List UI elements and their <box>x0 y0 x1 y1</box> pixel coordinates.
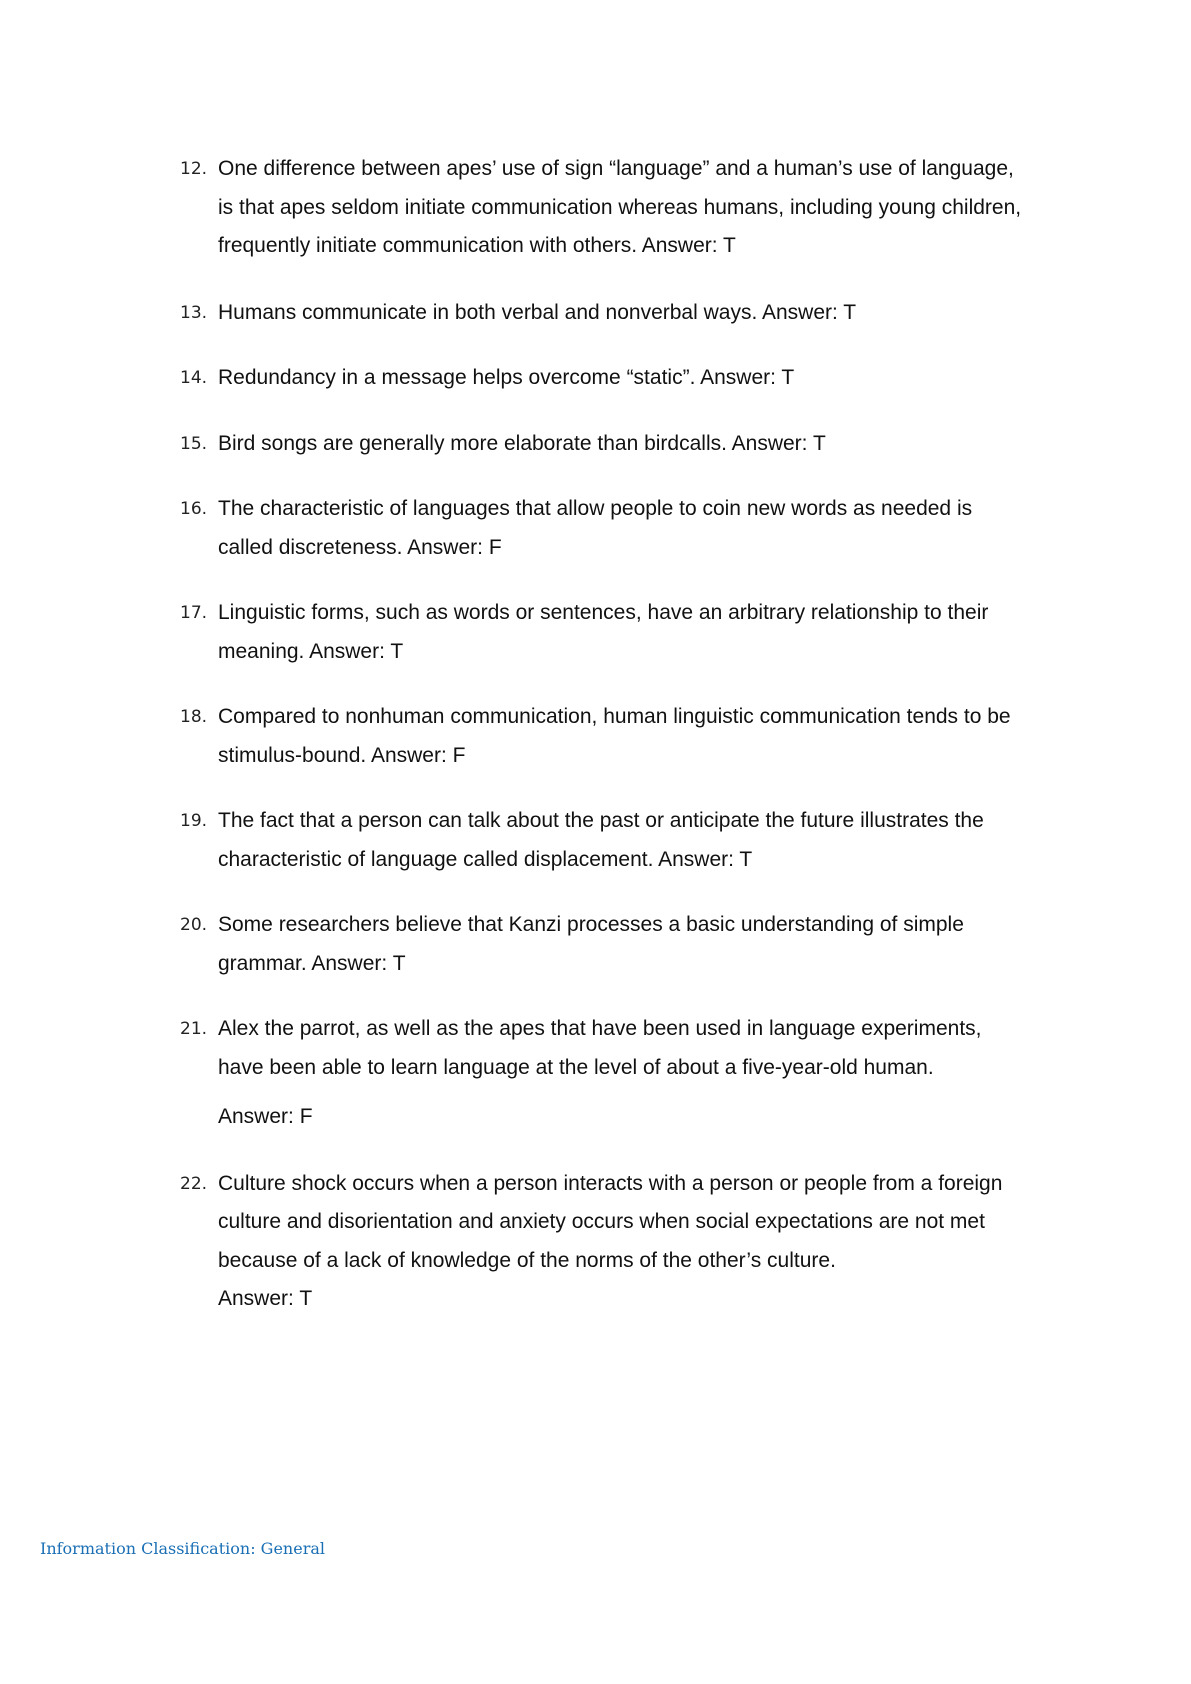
question-answer: Answer: F <box>218 1105 313 1128</box>
question-22 <box>0 1165 1191 1319</box>
question-17 <box>0 594 1191 671</box>
question-answer: Answer: T <box>658 847 753 871</box>
question-number: 12. <box>180 159 208 179</box>
question-18 <box>0 698 1191 775</box>
question-text: Some researchers believe that Kanzi processes a basic understanding of simple grammar. <box>218 913 964 975</box>
question-14 <box>0 359 1191 398</box>
question-answer: Answer: T <box>641 234 736 257</box>
question-body <box>218 913 964 975</box>
question-number: 21. <box>180 1019 208 1039</box>
question-answer: Answer: F <box>407 535 502 559</box>
question-body <box>218 601 988 663</box>
question-text: Redundancy in a message helps overcome “static”. <box>218 366 696 389</box>
question-number: 13. <box>180 302 208 323</box>
question-body <box>218 366 794 389</box>
question-text: Linguistic forms, such as words or sentences, have an arbitrary relationship to their meaning. <box>218 601 989 663</box>
question-number: 15. <box>180 433 208 454</box>
question-text: Humans communicate in both verbal and nonverbal ways. <box>218 300 758 324</box>
question-answer: Answer: T <box>311 951 406 975</box>
question-number: 17. <box>180 603 208 623</box>
question-text: Bird songs are generally more elaborate than birdcalls. <box>218 431 727 455</box>
question-body <box>218 157 1021 257</box>
question-body <box>218 497 972 559</box>
question-number: 19. <box>180 811 208 831</box>
question-13 <box>0 294 1191 333</box>
question-20 <box>0 906 1191 983</box>
question-text: Alex the parrot, as well as the apes that have been used in language experiments, have been able to learn language at the level of about a five-year-old human. <box>218 1017 982 1079</box>
question-19 <box>0 802 1191 879</box>
question-answer: Answer: F <box>370 743 466 767</box>
question-number: 22. <box>180 1173 208 1194</box>
question-list <box>0 150 1191 1319</box>
question-answer: Answer: T <box>309 639 404 663</box>
question-text: The fact that a person can talk about the past or anticipate the future illustrates the characteristic of language called displacement. <box>218 809 984 871</box>
question-15 <box>0 425 1191 464</box>
question-body <box>218 301 856 324</box>
question-answer: Answer: T <box>218 1287 313 1310</box>
question-text: The characteristic of languages that allow people to coin new words as needed is called discreteness. <box>218 497 973 559</box>
question-12 <box>0 150 1191 266</box>
question-text: One difference between apes’ use of sign “language” and a human’s use of language, is that apes seldom initiate communication whereas humans, including young children, frequently initiate communication with others. <box>218 157 1022 257</box>
question-body <box>218 705 1011 767</box>
question-answer: Answer: T <box>761 300 857 324</box>
question-answer: Answer: T <box>700 366 795 389</box>
question-21 <box>0 1010 1191 1137</box>
question-text: Compared to nonhuman communication, human linguistic communication tends to be stimulus-bound. <box>218 705 1011 767</box>
question-body <box>218 809 984 871</box>
question-number: 14. <box>180 368 208 388</box>
question-body <box>218 432 826 455</box>
question-text: Culture shock occurs when a person interacts with a person or people from a foreign culture and disorientation and anxiety occurs when social expectations are not met because of a lack of knowledge of the norms of the other’s culture. <box>218 1171 1003 1272</box>
question-number: 20. <box>180 915 208 935</box>
classification-footer: Information Classification: General <box>40 1539 326 1558</box>
question-number: 16. <box>180 499 208 519</box>
question-answer: Answer: T <box>731 431 826 455</box>
question-16 <box>0 490 1191 567</box>
question-number: 18. <box>180 707 208 727</box>
